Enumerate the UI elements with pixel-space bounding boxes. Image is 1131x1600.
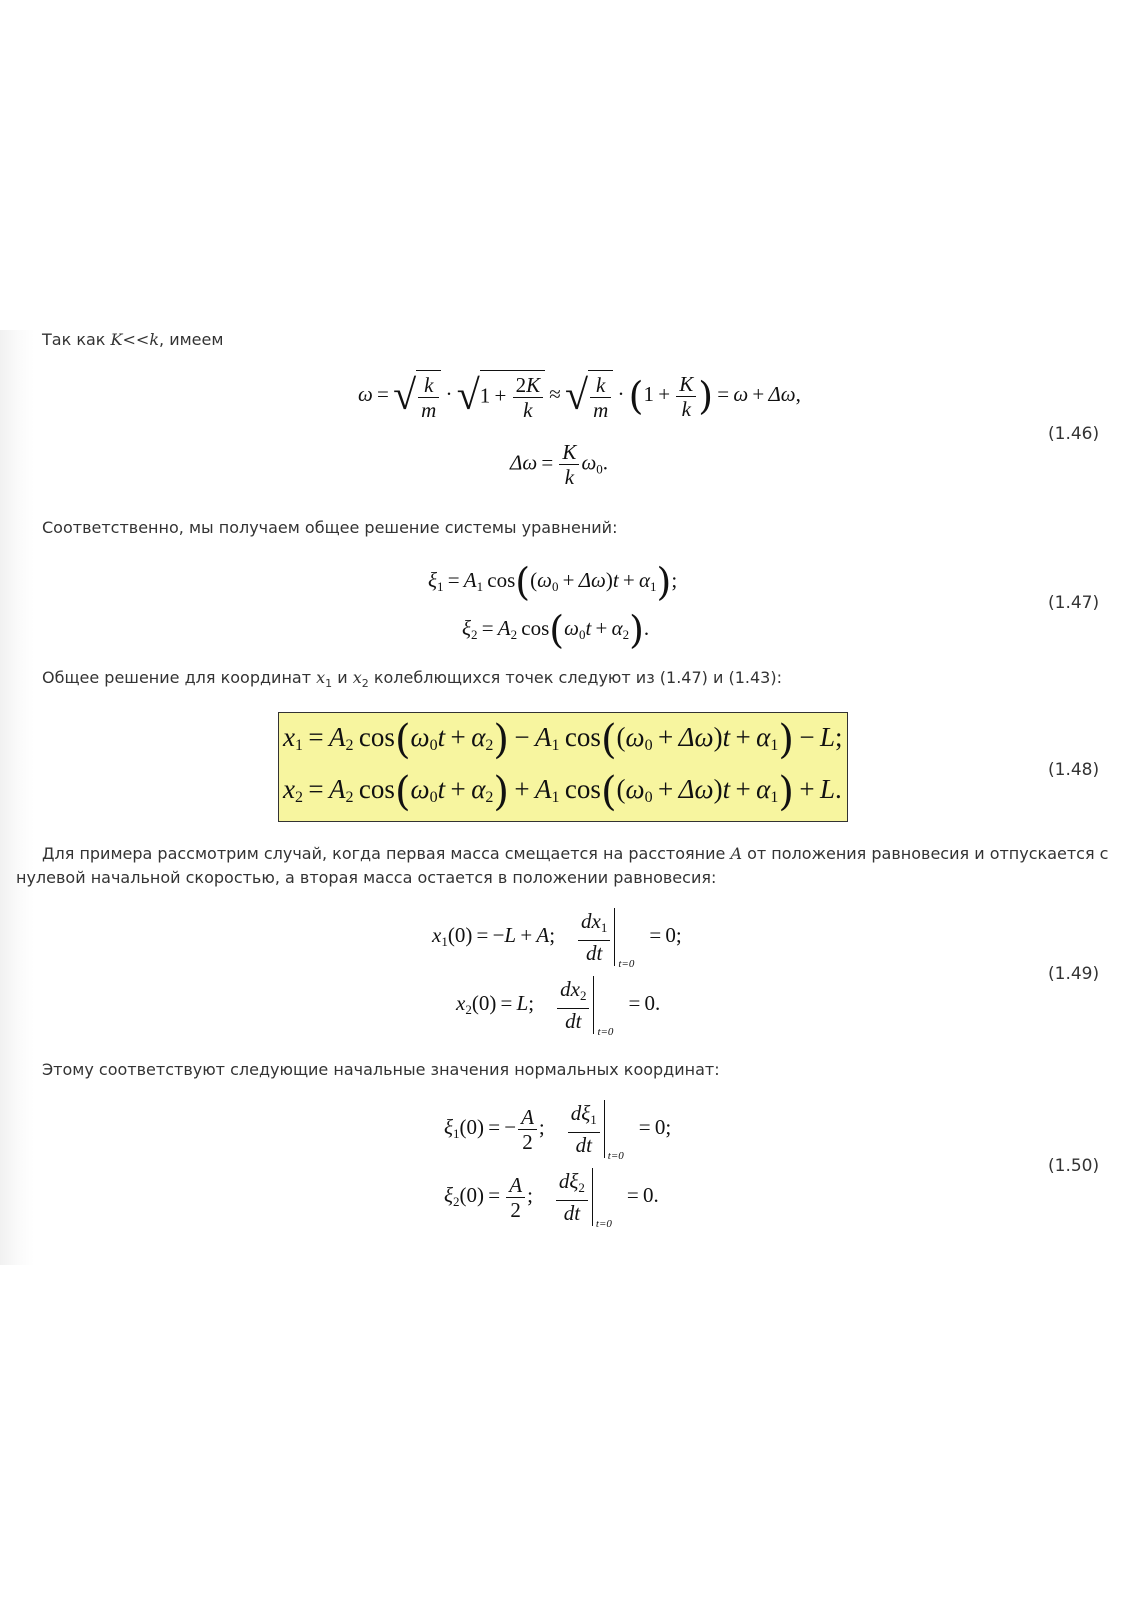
- paragraph-coordinates: [42, 666, 782, 696]
- equation-1-50-line-1: $\xi_1(0)$ = − $\frac{A}{2}$ ; $\frac{d\xi_1}{dt}$ t=0 = 0;: [444, 1101, 672, 1162]
- text: от положения равновесия и отпускается с: [742, 844, 1109, 863]
- equation-1-48-line-2: $x_2 = A_2$ $\cos(\omega_0t + \alpha_2) + A_1$ $\cos((\omega_0 + \Delta\omega)t + \alpha_1) + L$.: [283, 769, 842, 815]
- paragraph-general-solution: Соответственно, мы получаем общее решение системы уравнений:: [42, 518, 618, 537]
- equation-1-46-line-2: Δω = $\frac{K}{k}$ $\omega_0$.: [510, 440, 609, 489]
- text: , имеем: [159, 330, 224, 349]
- equation-number: (1.47): [1048, 593, 1100, 613]
- text: Для примера рассмотрим случай, когда первая масса смещается на расстояние: [42, 844, 731, 863]
- equation-1-46-line-1: ω = √ $\frac{k}{m}$ · √1 + $\frac{2K}{k}$ ≈ √ $\frac{k}{m}$ · (1 + $\frac{K}{k}$ ) = ω + Δω,: [358, 371, 801, 422]
- text-inline-math: x: [316, 668, 326, 687]
- text-subscript: 2: [361, 677, 369, 691]
- equation-1-47-line-1: $\xi_1 = A_1$ $\cos((\omega_0 + \Delta\omega)t + \alpha_1)$;: [428, 560, 678, 604]
- paragraph-normal-coordinates: Этому соответствуют следующие начальные значения нормальных координат:: [42, 1060, 720, 1079]
- text-subscript: 1: [325, 677, 333, 691]
- paragraph-example: [42, 842, 1108, 866]
- equation-number: (1.50): [1048, 1156, 1100, 1176]
- equation-1-50-line-2: $\xi_2(0)$ = $\frac{A}{2}$ ; $\frac{d\xi_2}{dt}$ t=0 = 0.: [444, 1169, 659, 1230]
- equation-1-48-line-1: $x_1 = A_2$ $\cos(\omega_0t + \alpha_2) - A_1$ $\cos((\omega_0 + \Delta\omega)t + \alpha_1) - L$;: [283, 717, 843, 763]
- text: Общее решение для координат: [42, 668, 317, 687]
- text-inline-math: x: [352, 668, 362, 687]
- text: Так как: [42, 330, 111, 349]
- equation-number: (1.48): [1048, 760, 1100, 780]
- text: и: [332, 668, 353, 687]
- equation-number: (1.46): [1048, 424, 1100, 444]
- equation-1-47-line-2: $\xi_2 = A_2$ $\cos(\omega_0t + \alpha_2)$.: [462, 608, 650, 652]
- paragraph-example-line-2: нулевой начальной скоростью, а вторая масса остается в положении равновесия:: [16, 868, 717, 887]
- text-inline-math: A: [730, 844, 743, 863]
- equation-1-49-line-1: $x_1(0) = -L + A$; $\frac{dx_1}{dt}$ t=0 = 0;: [432, 909, 682, 970]
- text-inline-math: K<<k: [110, 330, 160, 349]
- text: колеблющихся точек следуют из (1.47) и (1.43):: [368, 668, 782, 687]
- equation-1-49-line-2: $x_2(0) = L$; $\frac{dx_2}{dt}$ t=0 = 0.: [456, 977, 661, 1038]
- equation-number: (1.49): [1048, 964, 1100, 984]
- paragraph-intro: [42, 328, 223, 352]
- highlighted-equation-box: [278, 712, 848, 822]
